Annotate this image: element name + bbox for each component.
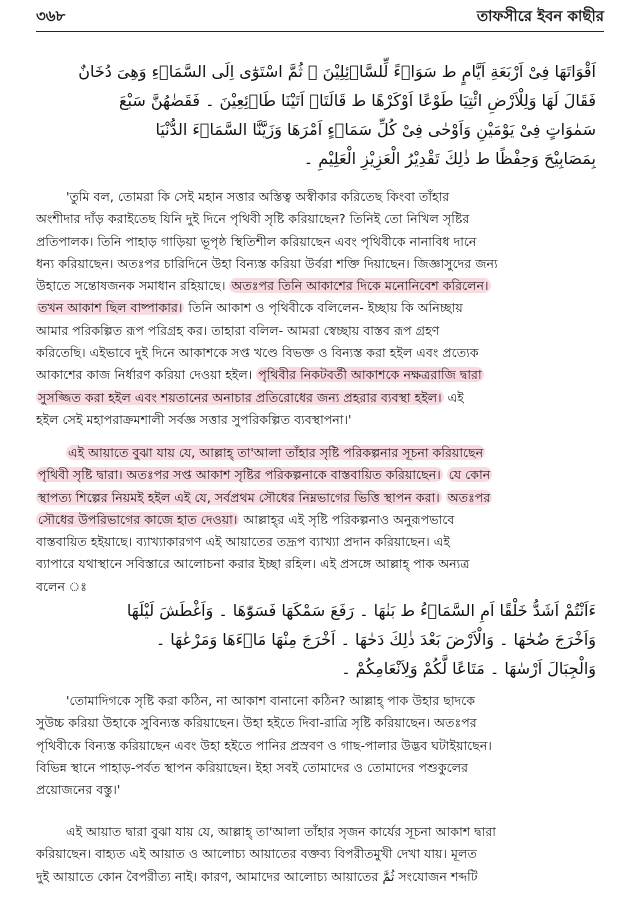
arabic-line: ءَاَنْتُمْ اَشَدُّ خَلْقًا اَمِ السَّمَاۤءُ ط بَنٰهَا ۔ رَفَعَ سَمْكَهَا فَسَوّٰهَا ۔ وَاَغْطَشَ لَيْلَهَا: [126, 601, 596, 620]
arabic-verse-2: [46, 596, 596, 683]
text-line: [36, 297, 604, 319]
highlighted-text: যে কোন: [448, 467, 491, 483]
book-title: তাফসীরে ইবন কাছীর: [476, 6, 604, 25]
arabic-line: سَمٰوَاتٍ فِىْ يَوْمَيْنِ وَاَوْحٰى فِىْ كُلِّ سَمَاۤءٍ اَمْرَهَا وَزَيَّنَّا السَّمَاۤءَ الدُّنْيَا: [155, 120, 596, 139]
text-segment: এই: [447, 389, 464, 405]
text-line: সুউচ্চ করিয়া উহাকে সুবিন্যস্ত করিয়াছেন। উহা হইতে দিবা-রাত্রি সৃষ্টি করিয়াছেন। অতঃপর: [36, 715, 477, 731]
highlighted-text: অতঃপর: [447, 489, 491, 505]
header-rule: [36, 31, 604, 32]
text-line: 'তুমি বল, তোমরা কি সেই মহান সত্তার অস্তিত্ব অস্বীকার করিতেছ কিংবা তাঁহার: [66, 189, 450, 204]
arabic-line: وَالْجِبَالَ اَرْسٰهَا ۔ مَتَاعًا لَّكُمْ وَلِاَنْعَامِكُمْ ۔: [341, 659, 596, 678]
highlighted-text: সৌধের উপরিভাগের কাজে হাত দেওয়া।: [38, 511, 238, 527]
text-line: হইল সেই মহাপরাক্রমশালী সর্বজ্ঞ সত্তার সুপরিকল্পিত ব্যবস্থাপনা।': [36, 411, 352, 427]
text-line: [36, 275, 604, 297]
text-line: [36, 487, 604, 509]
commentary-paragraph-2: [36, 821, 604, 888]
text-line: আমার পরিকল্পিত রূপ পরিগ্রহ কর। তাহারা বলিল- আমরা স্বেচ্ছায় বাস্তব রূপ গ্রহণ: [36, 322, 440, 338]
highlighted-text: এই আয়াতে বুঝা যায় যে, আল্লাহ্ তা'আলা তাঁহার সৃষ্টি পরিকল্পনার সূচনা করিয়াছেন: [68, 445, 484, 460]
arabic-line: بِمَصَابِيْحَ وَحِفْظًا ط ذٰلِكَ تَقْدِيْرُ الْعَزِيْزِ الْعَلِيْمِ ۔: [303, 149, 596, 168]
text-line: বাস্তবায়িত হইয়াছে। ব্যাখ্যাকারগণ এই আয়াতের তদ্রূপ ব্যাখ্যা প্রদান করিয়াছেন। এই: [36, 534, 450, 550]
page-number: ৩৬৮: [36, 6, 66, 25]
highlighted-text: অতঃপর তিনি আকাশের দিকে মনোনিবেশ করিলেন।: [231, 278, 489, 294]
page-header: [36, 6, 604, 28]
text-line: বিভিন্ন স্থানে পাহাড়-পর্বত স্থাপন করিয়াছেন। ইহা সবই তোমাদের ও তোমাদের পশুকুলের: [36, 759, 469, 775]
text-line: প্রতিপালক। তিনি পাহাড় গাড়িয়া ভূপৃষ্ঠ স্থিতিশীল করিয়াছেন এবং পৃথিবীকে নানাবিধ দানে: [36, 233, 477, 249]
text-segment: আল্লাহ্‌র এই সৃষ্টি পরিকল্পনাও অনুরূপভাবে: [243, 511, 455, 527]
highlighted-text: পৃথিবীর নিকটবর্তী আকাশকে নক্ষত্ররাজি দ্বারা: [258, 367, 482, 383]
translation-paragraph-1: [36, 186, 604, 431]
text-line: করিয়াছেন। বাহ্যত এই আয়াত ও আলোচ্য আয়াতের বক্তব্য বিপরীতমুখী দেখা যায়। মূলত: [36, 846, 477, 862]
text-segment: তিনি আকাশ ও পৃথিবীকে বলিলেন- ইচ্ছায় কি অনিচ্ছায়: [188, 300, 463, 316]
highlighted-text: সুসজ্জিত করা হইল এবং শয়তানের অনাচার প্রতিরোধের জন্য প্রহরার ব্যবস্থা হইল।: [38, 389, 442, 405]
text-line: ধন্য করিয়াছেন। অতঃপর চারিদিনে উহা বিন্যস্ত করিয়া উর্বরা শক্তি দিয়াছেন। জিজ্ঞাসুদের জন্য: [36, 255, 498, 271]
highlighted-text: তখন আকাশ ছিল বাষ্পাকার।: [38, 300, 183, 316]
text-line: বলেন ঃ: [36, 578, 87, 594]
text-line: 'তোমাদিগকে সৃষ্টি করা কঠিন, না আকাশ বানানো কঠিন? আল্লাহ্ পাক উহার ছাদকে: [66, 693, 476, 708]
highlighted-text: পৃথিবী সৃষ্টি দ্বারা। অতঃপর সপ্ত আকাশ সৃষ্টির পরিকল্পনাকে বাস্তবায়িত করিয়াছেন।: [38, 467, 441, 483]
text-line: পৃথিবীকে বিন্যস্ত করিয়াছেন এবং উহা হইতে পানির প্রস্রবণ ও গাছ-পালার উদ্ভব ঘটাইয়াছেন।: [36, 737, 492, 753]
text-line: ব্যাপারে যথাস্থানে সবিস্তারে আলোচনা করার ইচ্ছা রহিল। এই প্রসঙ্গে আল্লাহ্ পাক অন্যত্র: [36, 556, 470, 572]
arabic-verse-1: [46, 57, 596, 173]
text-segment: আকাশের কাজ নির্ধারণ করিয়া দেওয়া হইল।: [36, 367, 253, 383]
highlighted-text: স্থাপত্য শিল্পের নিয়মই হইল এই যে, সর্বপ্রথম সৌধের নিম্নভাগের ভিত্তি স্থাপন করা।: [38, 489, 440, 505]
text-line: [36, 442, 604, 464]
text-line: [36, 464, 604, 486]
text-line: অংশীদার দাঁড় করাইতেছ যিনি দুই দিনে পৃথিবী সৃষ্টি করিয়াছেন? তিনিই তো নিখিল সৃষ্টির: [36, 211, 470, 227]
commentary-paragraph-1: [36, 442, 604, 598]
text-line: করিতেছি। এইভাবে দুই দিনে আকাশকে সপ্ত খণ্ডে বিভক্ত ও বিন্যস্ত করা হইল এবং প্রত্যেক: [36, 345, 479, 361]
text-line: [36, 387, 604, 409]
text-line: [36, 509, 604, 531]
text-line: দুই আয়াতে কোন বৈপরীত্য নাই। কারণ, আমাদের আলোচ্য আয়াতের ثُمَّ সংযোজন শব্দটি: [36, 868, 478, 884]
text-segment: উহাতে সন্তোষজনক সমাধান রহিয়াছে।: [36, 278, 226, 294]
arabic-line: فَقَالَ لَهَا وَلِلْاَرْضِ ائْتِيَا طَوْعًا اَوْكَرْهًا ط قَالَتَاۤ اَتَيْنَا طَاۤئِعِيْنَ ۔ فَقَضٰهُنَّ سَبْعَ: [118, 91, 596, 110]
translation-paragraph-2: [36, 690, 604, 801]
text-line: এই আয়াত দ্বারা বুঝা যায় যে, আল্লাহ্ তা'আলা তাঁহার সৃজন কার্যের সূচনা আকাশ দ্বারা: [66, 824, 496, 839]
text-line: প্রয়োজনের বস্তু।': [36, 782, 121, 798]
text-line: [36, 364, 604, 386]
arabic-line: وَاَخْرَجَ ضُحٰهَا ۔ وَالْاَرْضَ بَعْدَ ذٰلِكَ دَحٰهَا ۔ اَخْرَجَ مِنْهَا مَاۤءَهَا وَمَرْعٰهَا ۔: [155, 630, 596, 649]
arabic-line: اَقْوَاتَهَا فِىْ اَرْبَعَةِ اَيَّامٍ ط سَوَاۤءً لِّلسَّاۤئِلِيْنَ ۔ ثُمَّ اسْتَوٰٓى اِلَى السَّمَاۤءِ وَهِىَ دُخَانٌ: [78, 62, 596, 81]
